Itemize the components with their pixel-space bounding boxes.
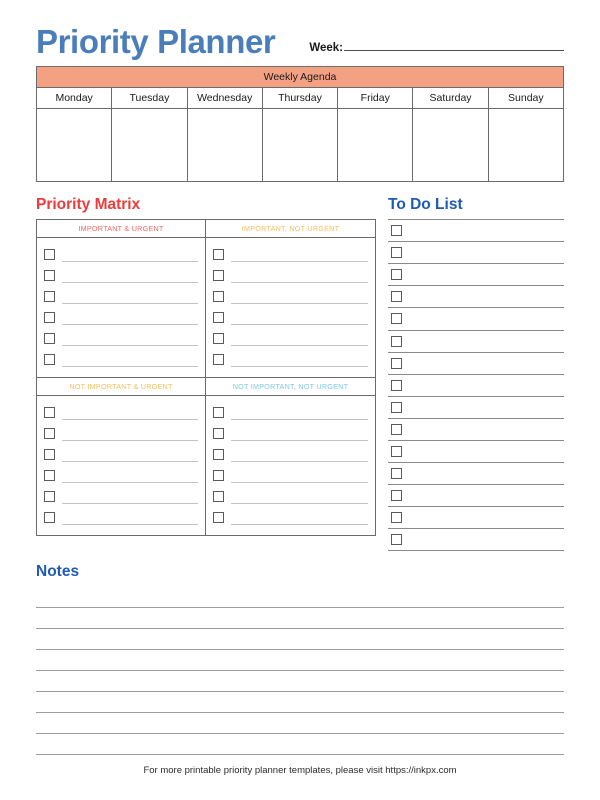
notes-lines <box>36 587 564 755</box>
matrix-row[interactable] <box>213 244 368 265</box>
note-line[interactable] <box>36 608 564 629</box>
matrix-row[interactable] <box>44 402 198 423</box>
checkbox-icon[interactable] <box>44 449 55 460</box>
checkbox-icon[interactable] <box>44 312 55 323</box>
agenda-day-friday <box>338 88 413 181</box>
matrix-row-line[interactable] <box>62 440 198 441</box>
checkbox-icon[interactable] <box>391 512 402 523</box>
checkbox-icon[interactable] <box>391 336 402 347</box>
matrix-row-line[interactable] <box>231 482 368 483</box>
checkbox-icon[interactable] <box>391 380 402 391</box>
todo-row[interactable] <box>388 353 564 375</box>
quadrant-header: IMPORTANT, NOT URGENT <box>206 220 375 238</box>
agenda-day-monday <box>37 88 112 181</box>
quadrant-not-important-not-urgent <box>206 378 375 535</box>
checkbox-icon[interactable] <box>213 354 224 365</box>
priority-matrix-section <box>36 196 376 551</box>
agenda-day-header: Monday <box>37 88 111 109</box>
note-line[interactable] <box>36 671 564 692</box>
checkbox-icon[interactable] <box>391 247 402 258</box>
checkbox-icon[interactable] <box>391 358 402 369</box>
matrix-row-line[interactable] <box>62 482 198 483</box>
matrix-row-line[interactable] <box>231 345 368 346</box>
todo-row[interactable] <box>388 529 564 551</box>
quadrant-header: IMPORTANT & URGENT <box>37 220 205 238</box>
matrix-row[interactable] <box>213 402 368 423</box>
checkbox-icon[interactable] <box>44 333 55 344</box>
checkbox-icon[interactable] <box>213 312 224 323</box>
todo-row[interactable] <box>388 485 564 507</box>
todo-row[interactable] <box>388 507 564 529</box>
matrix-row-line[interactable] <box>62 282 198 283</box>
checkbox-icon[interactable] <box>213 428 224 439</box>
checkbox-icon[interactable] <box>44 270 55 281</box>
matrix-row[interactable] <box>44 486 198 507</box>
note-line[interactable] <box>36 692 564 713</box>
matrix-row-line[interactable] <box>231 282 368 283</box>
matrix-row[interactable] <box>213 265 368 286</box>
checkbox-icon[interactable] <box>44 512 55 523</box>
agenda-day-cell[interactable] <box>338 109 412 181</box>
checkbox-icon[interactable] <box>391 225 402 236</box>
agenda-day-cell[interactable] <box>37 109 111 181</box>
checkbox-icon[interactable] <box>391 446 402 457</box>
note-line[interactable] <box>36 650 564 671</box>
notes-title: Notes <box>36 563 80 581</box>
matrix-row[interactable] <box>213 486 368 507</box>
week-input-line[interactable] <box>344 50 564 51</box>
note-line[interactable] <box>36 629 564 650</box>
matrix-row[interactable] <box>44 349 198 370</box>
quadrant-rows <box>37 396 205 535</box>
matrix-row-line[interactable] <box>62 324 198 325</box>
matrix-row[interactable] <box>213 444 368 465</box>
todo-list <box>388 219 564 551</box>
matrix-row[interactable] <box>213 328 368 349</box>
matrix-row-line[interactable] <box>62 461 198 462</box>
checkbox-icon[interactable] <box>391 424 402 435</box>
matrix-row-line[interactable] <box>62 524 198 525</box>
checkbox-icon[interactable] <box>213 512 224 523</box>
priority-matrix-title: Priority Matrix <box>36 196 141 213</box>
matrix-row-line[interactable] <box>231 524 368 525</box>
week-label: Week: <box>309 42 344 54</box>
matrix-row-line[interactable] <box>62 366 198 367</box>
checkbox-icon[interactable] <box>213 470 224 481</box>
checkbox-icon[interactable] <box>44 291 55 302</box>
checkbox-icon[interactable] <box>391 291 402 302</box>
agenda-day-header: Tuesday <box>112 88 186 109</box>
matrix-row-line[interactable] <box>62 419 198 420</box>
footer-text: For more printable priority planner templates, please visit https://inkpx.com <box>143 765 457 776</box>
todo-row[interactable] <box>388 264 564 286</box>
checkbox-icon[interactable] <box>44 407 55 418</box>
checkbox-icon[interactable] <box>391 534 402 545</box>
matrix-row[interactable] <box>44 444 198 465</box>
weekly-agenda-title: Weekly Agenda <box>37 67 563 88</box>
matrix-row-line[interactable] <box>231 440 368 441</box>
notes-section <box>36 563 564 754</box>
quadrant-header: NOT IMPORTANT & URGENT <box>37 378 205 396</box>
matrix-row[interactable] <box>44 265 198 286</box>
weekly-agenda-days <box>37 88 563 181</box>
matrix-row-line[interactable] <box>62 345 198 346</box>
checkbox-icon[interactable] <box>44 354 55 365</box>
checkbox-icon[interactable] <box>213 333 224 344</box>
matrix-row[interactable] <box>213 465 368 486</box>
quadrant-rows <box>206 396 375 535</box>
matrix-row[interactable] <box>44 328 198 349</box>
todo-row[interactable] <box>388 419 564 441</box>
checkbox-icon[interactable] <box>44 249 55 260</box>
todo-row[interactable] <box>388 286 564 308</box>
checkbox-icon[interactable] <box>391 490 402 501</box>
checkbox-icon[interactable] <box>213 491 224 502</box>
agenda-day-header: Friday <box>338 88 412 109</box>
agenda-day-header: Wednesday <box>188 88 262 109</box>
note-line[interactable] <box>36 713 564 734</box>
matrix-row-line[interactable] <box>231 303 368 304</box>
agenda-day-header: Saturday <box>413 88 487 109</box>
checkbox-icon[interactable] <box>391 468 402 479</box>
matrix-row-line[interactable] <box>231 261 368 262</box>
matrix-row[interactable] <box>213 307 368 328</box>
matrix-row[interactable] <box>44 244 198 265</box>
todo-row[interactable] <box>388 441 564 463</box>
checkbox-icon[interactable] <box>391 402 402 413</box>
quadrant-important-not-urgent <box>206 220 375 378</box>
todo-row[interactable] <box>388 308 564 330</box>
matrix-row-line[interactable] <box>231 503 368 504</box>
agenda-day-header: Sunday <box>489 88 563 109</box>
agenda-day-header: Thursday <box>263 88 337 109</box>
agenda-day-cell[interactable] <box>263 109 337 181</box>
matrix-row[interactable] <box>44 465 198 486</box>
agenda-day-sunday <box>489 88 563 181</box>
note-line[interactable] <box>36 734 564 755</box>
checkbox-icon[interactable] <box>391 313 402 324</box>
todo-row[interactable] <box>388 220 564 242</box>
note-line[interactable] <box>36 587 564 608</box>
page-header <box>36 0 564 58</box>
agenda-day-saturday <box>413 88 488 181</box>
todo-row[interactable] <box>388 463 564 485</box>
matrix-row[interactable] <box>213 507 368 528</box>
agenda-day-wednesday <box>188 88 263 181</box>
todo-row[interactable] <box>388 331 564 353</box>
matrix-row-line[interactable] <box>231 419 368 420</box>
checkbox-icon[interactable] <box>213 270 224 281</box>
mid-section <box>36 196 564 551</box>
checkbox-icon[interactable] <box>213 449 224 460</box>
todo-row[interactable] <box>388 397 564 419</box>
weekly-agenda-table <box>36 66 564 182</box>
agenda-day-tuesday <box>112 88 187 181</box>
agenda-day-thursday <box>263 88 338 181</box>
checkbox-icon[interactable] <box>44 491 55 502</box>
quadrant-header: NOT IMPORTANT, NOT URGENT <box>206 378 375 396</box>
todo-list-section <box>388 196 564 551</box>
matrix-row[interactable] <box>213 423 368 444</box>
matrix-row-line[interactable] <box>62 261 198 262</box>
todo-row[interactable] <box>388 242 564 264</box>
matrix-row[interactable] <box>44 286 198 307</box>
checkbox-icon[interactable] <box>44 428 55 439</box>
checkbox-icon[interactable] <box>213 291 224 302</box>
checkbox-icon[interactable] <box>213 407 224 418</box>
quadrant-rows <box>206 238 375 377</box>
quadrant-rows <box>37 238 205 377</box>
quadrant-not-important-urgent <box>37 378 206 535</box>
checkbox-icon[interactable] <box>44 470 55 481</box>
todo-row[interactable] <box>388 375 564 397</box>
priority-matrix-grid <box>36 219 376 536</box>
week-field[interactable] <box>309 42 564 58</box>
matrix-row[interactable] <box>44 423 198 444</box>
todo-list-title: To Do List <box>388 196 463 213</box>
matrix-row-line[interactable] <box>231 366 368 367</box>
matrix-row-line[interactable] <box>62 303 198 304</box>
agenda-day-cell[interactable] <box>112 109 186 181</box>
agenda-day-cell[interactable] <box>489 109 563 181</box>
matrix-row[interactable] <box>44 307 198 328</box>
matrix-row-line[interactable] <box>231 461 368 462</box>
matrix-row[interactable] <box>213 349 368 370</box>
matrix-row[interactable] <box>213 286 368 307</box>
quadrant-important-urgent <box>37 220 206 378</box>
page-title: Priority Planner <box>36 23 276 60</box>
matrix-row-line[interactable] <box>62 503 198 504</box>
checkbox-icon[interactable] <box>391 269 402 280</box>
agenda-day-cell[interactable] <box>413 109 487 181</box>
matrix-row-line[interactable] <box>231 324 368 325</box>
checkbox-icon[interactable] <box>213 249 224 260</box>
agenda-day-cell[interactable] <box>188 109 262 181</box>
matrix-row[interactable] <box>44 507 198 528</box>
